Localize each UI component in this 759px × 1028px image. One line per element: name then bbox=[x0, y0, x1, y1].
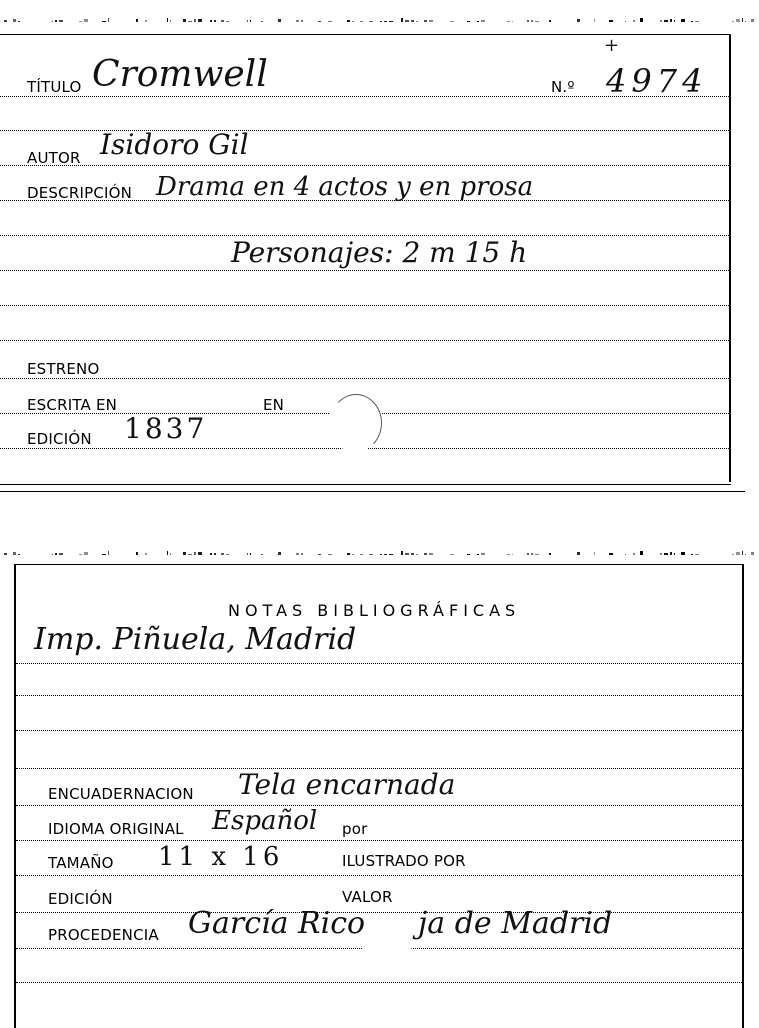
autor-value: Isidoro Gil bbox=[100, 128, 249, 161]
edicion-value: 1837 bbox=[124, 412, 208, 445]
rule-line bbox=[0, 305, 729, 306]
autor-label: AUTOR bbox=[27, 149, 81, 167]
rule-line bbox=[0, 270, 729, 271]
numero-label: N.º bbox=[551, 78, 575, 96]
titulo-value: Cromwell bbox=[92, 54, 268, 95]
catalog-card-front bbox=[0, 0, 759, 500]
encuadernacion-label: ENCUADERNACION bbox=[48, 785, 194, 803]
descripcion-value: Drama en 4 actos y en prosa bbox=[156, 172, 534, 202]
escrita-en-label: ESCRITA EN bbox=[27, 396, 118, 414]
encuadernacion-value: Tela encarnada bbox=[238, 768, 456, 801]
rule-line bbox=[16, 695, 742, 696]
card-back-right-edge bbox=[742, 564, 744, 1028]
paper-blot bbox=[362, 916, 412, 970]
estreno-label: ESTRENO bbox=[27, 360, 100, 378]
card-front-bottom-edge bbox=[0, 484, 731, 485]
card-front-top-edge bbox=[0, 34, 731, 35]
rule-line bbox=[16, 912, 742, 913]
rule-line bbox=[0, 165, 729, 166]
rule-line bbox=[16, 663, 742, 664]
notas-heading: NOTAS BIBLIOGRÁFICAS bbox=[228, 601, 521, 620]
procedencia-value: García Rico bbox=[188, 906, 366, 941]
procedencia-value-2: ja de Madrid bbox=[418, 906, 613, 941]
rule-line bbox=[16, 982, 742, 983]
descripcion-label: DESCRIPCIÓN bbox=[27, 184, 133, 202]
card-back-top-edge bbox=[14, 564, 744, 565]
ilustrado-por-label: ILUSTRADO POR bbox=[342, 852, 466, 870]
en-label: EN bbox=[263, 396, 285, 414]
rule-line bbox=[0, 378, 729, 379]
tamano-value: 11 x 16 bbox=[158, 842, 284, 872]
catalog-card-back bbox=[0, 550, 759, 1028]
rule-line bbox=[16, 730, 742, 731]
procedencia-label: PROCEDENCIA bbox=[48, 926, 159, 944]
numero-value: 4974 bbox=[606, 62, 708, 100]
paper-blot-edge bbox=[330, 394, 382, 452]
valor-label: VALOR bbox=[342, 888, 393, 906]
tamano-label: TAMAÑO bbox=[48, 854, 114, 872]
rule-line bbox=[16, 840, 742, 841]
card-front-right-edge bbox=[729, 34, 731, 482]
por-label: por bbox=[342, 820, 368, 838]
card-front-bottom-edge-2 bbox=[0, 491, 745, 492]
idioma-original-value: Español bbox=[212, 806, 318, 836]
edicion-label: EDICIÓN bbox=[27, 430, 92, 448]
idioma-original-label: IDIOMA ORIGINAL bbox=[48, 820, 184, 838]
rule-line bbox=[16, 875, 742, 876]
personajes-value: Personajes: 2 m 15 h bbox=[231, 236, 528, 269]
titulo-label: TÍTULO bbox=[27, 78, 82, 96]
rule-line bbox=[16, 805, 742, 806]
rule-line bbox=[0, 340, 729, 341]
edicion-back-label: EDICIÓN bbox=[48, 890, 113, 908]
notes-line-1: Imp. Piñuela, Madrid bbox=[34, 622, 357, 657]
card-back-left-edge bbox=[14, 564, 16, 1028]
numero-mark: + bbox=[604, 35, 620, 56]
